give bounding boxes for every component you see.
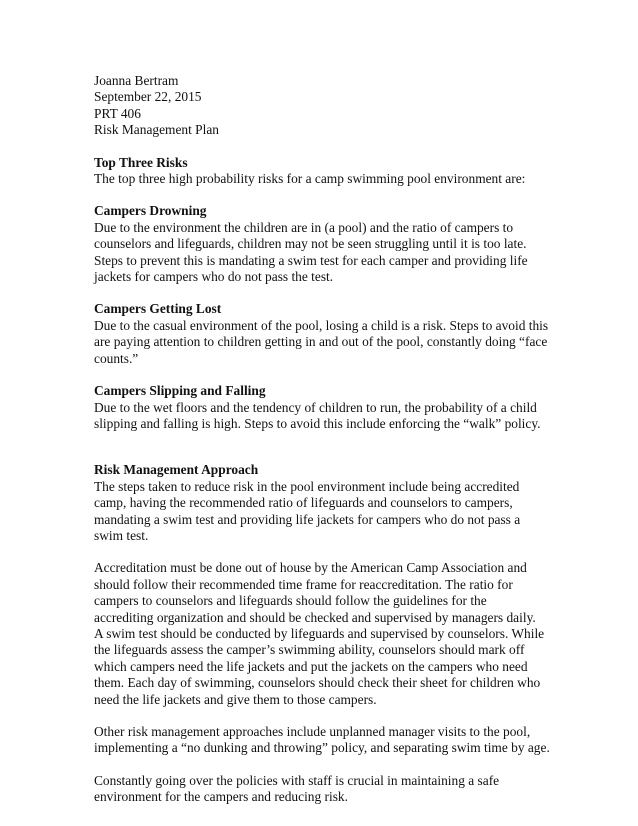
paragraph-accreditation [94,560,564,708]
text-line: The steps taken to reduce risk in the pool environment include being accredited [94,478,520,494]
text-line: The top three high probability risks for a camp swimming pool environment are: [94,171,526,187]
section-heading: Top Three Risks [94,154,188,170]
section-risk-management-approach [94,462,564,544]
section-text [94,171,564,187]
section-text [94,400,564,433]
text-line: them. Each day of swimming, counselors should check their sheet for children who [94,675,541,691]
text-line: counselors and lifeguards, children may not be seen struggling until it is too late. [94,236,527,252]
document-date: September 22, 2015 [94,89,202,105]
text-line: Due to the wet floors and the tendency of children to run, the probability of a child [94,399,537,415]
section-campers-drowning [94,203,564,285]
section-text [94,479,564,545]
section-campers-getting-lost [94,301,564,367]
text-line: Constantly going over the policies with staff is crucial in maintaining a safe [94,772,500,788]
author-name: Joanna Bertram [94,73,179,88]
text-line: A swim test should be conducted by lifeguards and supervised by counselors. While [94,625,545,641]
text-line: the lifeguards assess the camper’s swimming ability, counselors should mark off [94,642,525,658]
text-line: Other risk management approaches include unplanned manager visits to the pool, [94,724,531,739]
document-title: Risk Management Plan [94,122,219,138]
paragraph-other-approaches [94,724,564,757]
text-line: campers to counselors and lifeguards should follow the guidelines for the [94,593,487,609]
text-line: Accreditation must be done out of house by the American Camp Association and [94,560,527,576]
text-line: swim test. [94,527,149,543]
section-heading: Risk Management Approach [94,462,259,478]
section-top-three-risks [94,155,564,188]
text-line: should follow their recommended time frame for reaccreditation. The ratio for [94,576,513,592]
text-line: counts.” [94,350,139,366]
document-body [94,73,564,806]
text-line: which campers need the life jackets and put the jackets on the campers who need [94,658,528,674]
text-line: environment for the campers and reducing risk. [94,789,348,805]
section-text [94,318,564,367]
section-heading: Campers Slipping and Falling [94,383,266,399]
section-heading: Campers Getting Lost [94,301,222,317]
text-line: implementing a “no dunking and throwing” policy, and separating swim time by age. [94,740,550,756]
text-line: are paying attention to children getting in and out of the pool, constantly doing “face [94,334,548,350]
author-header [94,73,564,139]
section-text [94,220,564,286]
text-line: camp, having the recommended ratio of lifeguards and counselors to campers, [94,495,513,511]
paragraph-closing [94,773,564,806]
text-line: mandating a swim test and providing life jackets for campers who do not pass a [94,511,521,527]
text-line: Due to the environment the children are in (a pool) and the ratio of campers to [94,219,514,235]
text-line: accrediting organization and should be checked and supervised by managers daily. [94,609,536,625]
text-line: need the life jackets and give them to those campers. [94,691,377,707]
section-campers-slipping-and-falling [94,383,564,432]
text-line: slipping and falling is high. Steps to avoid this include enforcing the “walk” policy. [94,415,541,431]
section-heading: Campers Drowning [94,203,207,219]
text-line: Steps to prevent this is mandating a swim test for each camper and providing life [94,252,528,268]
text-line: Due to the casual environment of the pool, losing a child is a risk. Steps to avoid this [94,317,549,333]
text-line: jackets for campers who do not pass the test. [94,269,334,285]
course-code: PRT 406 [94,105,141,121]
